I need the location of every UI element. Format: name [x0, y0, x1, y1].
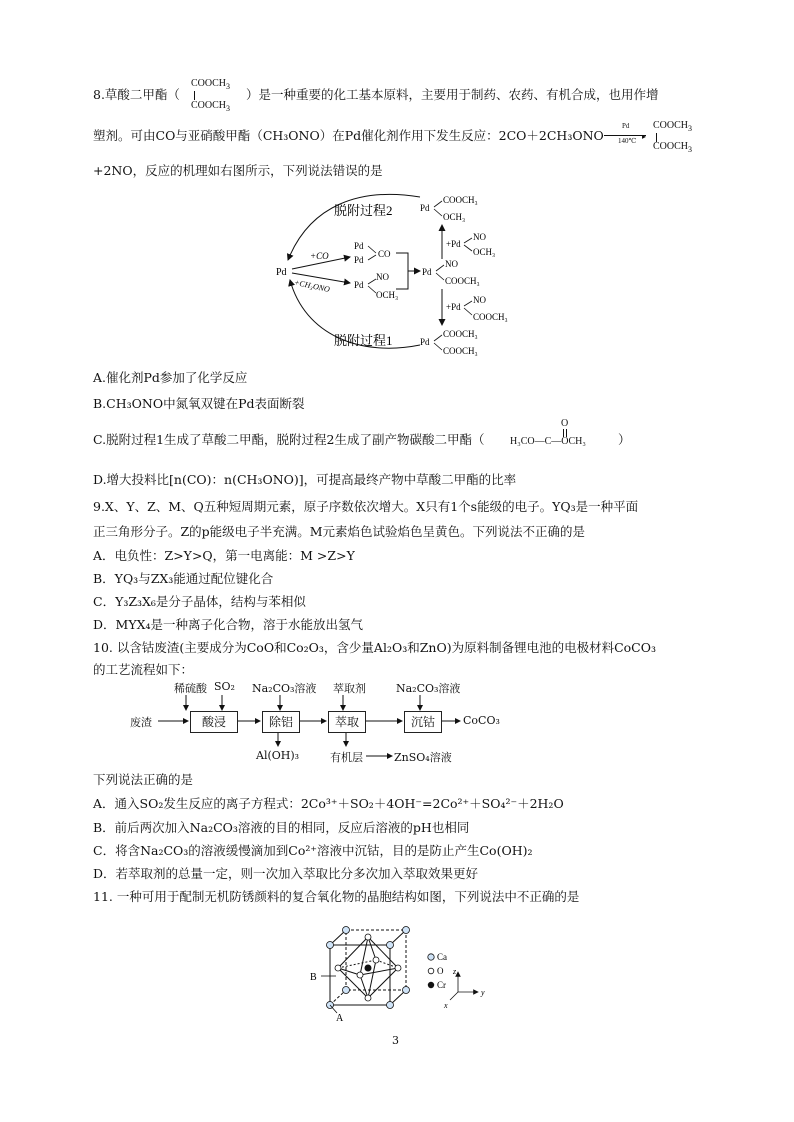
product-structure: $COOCH_3$ $COOCH_3$ — [653, 120, 693, 154]
svg-text:NO: NO — [445, 259, 458, 269]
svg-text:Pd: Pd — [354, 280, 364, 290]
legend-ca: Ca — [437, 952, 447, 962]
svg-text:COOCH₃: COOCH₃ — [473, 312, 508, 322]
q8-line2: 塑剂。可由CO与亚硝酸甲酯（CH₃ONO）在Pd催化剂作用下发生反应：2CO＋2CH₃ONO — [93, 128, 604, 143]
crystal-cell-diagram — [300, 920, 500, 1025]
svg-text:Pd: Pd — [354, 241, 364, 251]
label-a: A — [336, 1013, 344, 1024]
output-coco3: CoCO₃ — [463, 714, 500, 727]
input-so2: SO₂ — [214, 680, 235, 693]
q8-option-b: B.CH₃ONO中氮氧双键在Pd表面断裂 — [93, 396, 305, 411]
q9-option-a: A．电负性：Z>Y>Q，第一电离能：M >Z>Y — [93, 548, 355, 563]
svg-text:COOCH₃: COOCH₃ — [445, 276, 480, 286]
svg-text:z: z — [453, 967, 457, 976]
svg-text:OCH₃: OCH₃ — [376, 290, 399, 300]
q10-option-a: A．通入SO₂发生反应的离子方程式：2Co³⁺＋SO₂＋4OH⁻=2Co²⁺＋SO₄²⁻＋2H₂O — [93, 796, 564, 811]
start-residue: 废渣 — [130, 716, 152, 729]
step-precipitate-co: 沉钴 — [404, 711, 442, 733]
q9-option-b: B．YQ₃与ZX₃能通过配位键化合 — [93, 571, 274, 586]
svg-text:NO: NO — [376, 272, 389, 282]
q8-option-c-end: ） — [618, 432, 631, 447]
q8-option-c: C.脱附过程1生成了草酸二甲酯，脱附过程2生成了副产物碳酸二甲酯（ — [93, 432, 485, 447]
input-acid: 稀硫酸 — [174, 682, 207, 695]
svg-text:Pd: Pd — [422, 267, 432, 277]
svg-text:OCH₃: OCH₃ — [473, 247, 496, 257]
step-remove-al: 除铝 — [262, 711, 300, 733]
legend-cr: Cr — [437, 980, 446, 990]
svg-text:+Pd: +Pd — [446, 302, 461, 312]
svg-text:COOCH₃: COOCH₃ — [443, 329, 478, 339]
page-number: 3 — [392, 1034, 399, 1047]
q10-option-b: B．前后两次加入Na₂CO₃溶液的目的相同，反应后溶液的pH也相同 — [93, 820, 470, 835]
svg-text:Pd: Pd — [354, 255, 364, 265]
input-na2co3-2: Na₂CO₃溶液 — [396, 682, 461, 695]
plus-ch3ono-label: +CH₃ONO — [293, 277, 331, 295]
q8-option-a: A.催化剂Pd参加了化学反应 — [93, 370, 248, 385]
svg-text:y: y — [481, 988, 485, 997]
reaction-arrow: Pd ▸ 140℃ — [604, 122, 650, 146]
svg-text:x: x — [444, 1001, 448, 1010]
q10-stem: 下列说法正确的是 — [93, 772, 194, 787]
q9-option-d: D．MYX₄是一种离子化合物，溶于水能放出氢气 — [93, 617, 363, 632]
input-na2co3-1: Na₂CO₃溶液 — [252, 682, 317, 695]
input-extractant: 萃取剂 — [333, 682, 366, 695]
struct-bottom: COOCH — [191, 100, 227, 111]
q9-option-c: C．Y₃Z₃X₆是分子晶体，结构与苯相似 — [93, 594, 306, 609]
desorb2-label: 脱附过程2 — [334, 203, 393, 218]
struct-top: COOCH — [191, 78, 227, 89]
svg-text:COOCH₃: COOCH₃ — [443, 195, 478, 205]
byproduct-aloh3: Al(OH)₃ — [256, 749, 300, 762]
step-extract: 萃取 — [328, 711, 366, 733]
svg-text:OCH₃: OCH₃ — [443, 212, 466, 222]
svg-text:NO: NO — [473, 232, 486, 242]
q11-line1: 11. 一种可用于配制无机防锈颜料的复合氧化物的晶胞结构如图，下列说法中不正确的是 — [93, 889, 580, 904]
q9-line1: 9.X、Y、Z、M、Q五种短周期元素，原子序数依次增大。X只有1个s能级的电子。YQ₃是一种平面 — [93, 499, 639, 514]
q8-line1 — [93, 87, 180, 103]
organic-layer: 有机层 — [330, 751, 363, 764]
label-b: B — [310, 972, 317, 983]
q9-line2: 正三角形分子。Z的p能级电子半充满。M元素焰色试验焰色呈黄色。下列说法不正确的是 — [93, 524, 585, 539]
q8-line1-suffix: ）是一种重要的化工基本原料，主要用于制药、农药、有机合成，也用作增 — [246, 87, 659, 102]
q10-line1: 10. 以含钴废渣(主要成分为CoO和Co₂O₃，含少量Al₂O₃和ZnO)为原料制备锂电池的电极材料CoCO₃ — [93, 640, 656, 655]
znso4-solution: ZnSO₄溶液 — [394, 751, 452, 764]
carbonate-structure: O H₃CO—C—OCH₃ — [510, 418, 586, 447]
q8-line3: +2NO，反应的机理如右图所示，下列说法错误的是 — [93, 163, 383, 178]
q8-line1-prefix: 8.草酸二甲酯（ — [93, 87, 180, 102]
step-acid-leach: 酸浸 — [190, 711, 238, 733]
q10-option-c: C．将含Na₂CO₃的溶液缓慢滴加到Co²⁺溶液中沉钴，目的是防止产生Co(OH)₂ — [93, 843, 533, 858]
co-label: CO — [378, 249, 391, 259]
pd-center: Pd — [276, 267, 287, 278]
svg-text:Pd: Pd — [420, 337, 430, 347]
plus-co-label: +CO — [310, 251, 329, 261]
q10-line2: 的工艺流程如下： — [93, 662, 194, 677]
q10-option-d: D．若萃取剂的总量一定，则一次加入萃取比分多次加入萃取效果更好 — [93, 866, 479, 881]
svg-text:COOCH₃: COOCH₃ — [443, 346, 478, 356]
oxalate-structure: $COOCH_3$ $COOCH_3$ — [191, 78, 231, 113]
desorb1-label: 脱附过程1 — [334, 333, 393, 348]
svg-text:Pd: Pd — [420, 203, 430, 213]
legend-o: O — [437, 966, 444, 976]
q8-option-d: D.增大投料比[n(CO)：n(CH₃ONO)]，可提高最终产物中草酸二甲酯的比率 — [93, 472, 517, 487]
svg-text:NO: NO — [473, 295, 486, 305]
process-flow — [130, 680, 530, 770]
mechanism-diagram — [270, 185, 530, 365]
svg-text:+Pd: +Pd — [446, 239, 461, 249]
